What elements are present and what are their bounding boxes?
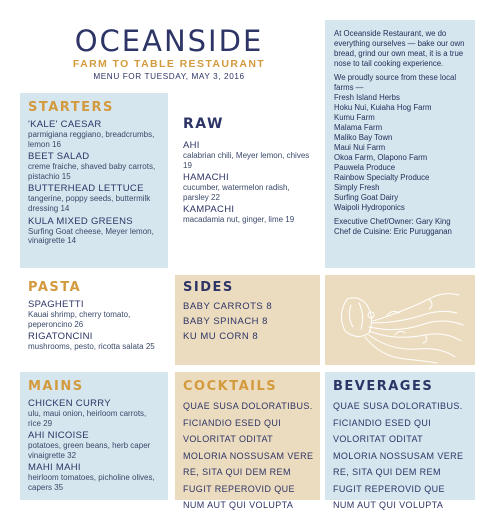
item-description: cucumber, watermelon radish, parsley 22	[183, 183, 290, 202]
section-title-raw: RAW	[183, 116, 224, 132]
restaurant-title: OCEANSIDE	[74, 24, 264, 58]
section-title-pasta: PASTA	[28, 280, 82, 295]
header	[20, 20, 318, 82]
section-title-sides: SIDES	[183, 280, 234, 295]
item-name: SPAGHETTI	[28, 299, 84, 310]
illustration-panel	[325, 275, 475, 365]
item-name: RIGATONCINI	[28, 331, 93, 343]
drink-item: VOLORITAT ODITAT	[183, 434, 274, 444]
menu-item	[183, 204, 312, 225]
drink-item: FICIANDIO ESED QUI	[183, 417, 282, 428]
item-description: heirloom tomatoes, picholine olives, capers 35	[28, 473, 155, 492]
drink-item: MOLORIA NOSSUSAM VERE	[183, 450, 314, 461]
farm-item: Kumu Farm	[334, 113, 375, 122]
menu-item	[28, 119, 160, 149]
item-description: calabrian chili, Meyer lemon, chives 19	[183, 151, 310, 170]
menu-item	[28, 299, 160, 329]
section-title-starters: STARTERS	[28, 100, 114, 115]
pasta-section	[20, 275, 168, 365]
farm-item: Hoku Nui, Kuiaha Hog Farm	[334, 103, 432, 112]
side-item: BABY CARROTS 8	[183, 301, 273, 312]
item-description: macadamia nut, ginger, lime 19	[183, 215, 295, 225]
item-name: BEET SALAD	[28, 151, 90, 163]
item-name: AHI NICOISE	[28, 430, 89, 442]
farm-item: Maliko Bay Town	[334, 133, 393, 142]
drink-item: NUM AUT QUI VOLUPTA	[183, 500, 294, 510]
drink-item: QUAE SUSA DOLORATIBUS.	[333, 401, 463, 411]
item-name: KULA MIXED GREENS	[28, 215, 133, 227]
farm-list	[334, 93, 466, 213]
menu-item	[28, 151, 160, 181]
beverages-section	[325, 372, 475, 510]
farm-item: Waipoli Hydroponics	[334, 203, 405, 212]
cocktails-section	[175, 372, 320, 510]
side-item: KU MU CORN 8	[183, 331, 259, 342]
item-description: parmigiana reggiano, breadcrumbs, lemon 16	[28, 130, 155, 149]
item-description: tangerine, poppy seeds, buttermilk dressing 14	[28, 194, 151, 213]
item-name: MAHI MAHI	[28, 462, 81, 474]
item-name: HAMACHI	[183, 172, 229, 184]
item-name: AHI	[183, 140, 200, 151]
menu-item	[183, 140, 312, 170]
section-title-cocktails: COCKTAILS	[183, 379, 278, 394]
item-description: potatoes, green beans, herb caper vinaigrette 32	[28, 441, 151, 460]
squid-icon	[325, 275, 475, 365]
chef-de-cuisine: Chef de Cuisine: Eric Purugganan	[334, 227, 452, 236]
item-name: KAMPACHI	[183, 204, 235, 216]
item-description: creme fraiche, shaved baby carrots, pistachio 15	[28, 162, 156, 181]
menu-item	[183, 172, 312, 202]
about-panel	[325, 20, 475, 268]
farm-item: Okoa Farm, Olapono Farm	[334, 153, 428, 162]
drink-item: RE, SITA QUI DEM REM	[333, 467, 441, 477]
drink-item: NUM AUT QUI VOLUPTA	[333, 500, 444, 510]
section-title-beverages: BEVERAGES	[333, 379, 434, 394]
farm-item: Fresh Island Herbs	[334, 93, 400, 102]
item-description: mushrooms, pesto, ricotta salata 25	[28, 342, 155, 352]
menu-item	[28, 430, 160, 460]
farm-item: Rainbow Specialty Produce	[334, 173, 430, 182]
item-name: BUTTERHEAD LETTUCE	[28, 183, 144, 195]
item-description: Surfing Goat cheese, Meyer lemon, vinaigrette 14	[28, 226, 154, 246]
side-item: BABY SPINACH 8	[183, 316, 268, 327]
menu-date: MENU FOR TUESDAY, MAY 3, 2016	[93, 72, 245, 81]
drink-item: FUGIT REPEROVID QUE	[333, 483, 445, 494]
menu-item	[28, 398, 160, 428]
farms-intro: We proudly source from these local farms —	[334, 73, 457, 92]
menu-item	[28, 183, 160, 213]
farm-item: Malama Farm	[334, 123, 383, 132]
sides-section	[175, 275, 320, 365]
item-description: Kauai shrimp, cherry tomato, peperoncino 26	[28, 310, 131, 329]
executive-chef: Executive Chef/Owner: Gary King	[334, 217, 451, 226]
drink-item: FICIANDIO ESED QUI	[333, 417, 432, 428]
drink-item: MOLORIA NOSSUSAM VERE	[333, 450, 464, 461]
drink-item: FUGIT REPEROVID QUE	[183, 483, 295, 494]
section-title-mains: MAINS	[28, 379, 84, 394]
item-name: 'KALE' CAESAR	[28, 119, 102, 130]
item-name: CHICKEN CURRY	[28, 398, 111, 409]
mains-section	[20, 372, 168, 500]
farm-item: Simply Fresh	[334, 183, 380, 192]
drink-item: RE, SITA QUI DEM REM	[183, 467, 291, 477]
item-description: ulu, maui onion, heirloom carrots, rice 29	[28, 409, 147, 428]
restaurant-subtitle: FARM TO TABLE RESTAURANT	[72, 58, 266, 70]
about-intro: At Oceanside Restaurant, we do everything ourselves — bake our own bread, grind our own meat, it is a true nose to tail cooking experience.	[334, 29, 465, 68]
menu-item	[28, 216, 160, 246]
drink-item: VOLORITAT ODITAT	[333, 434, 424, 444]
farm-item: Surfing Goat Dairy	[334, 193, 399, 202]
starters-section	[20, 93, 168, 268]
farm-item: Maui Nui Farm	[334, 143, 386, 152]
drink-item: QUAE SUSA DOLORATIBUS.	[183, 401, 313, 411]
menu-item	[28, 462, 160, 492]
menu-item	[28, 331, 160, 352]
raw-section	[175, 112, 320, 268]
farm-item: Pauwela Produce	[334, 163, 396, 172]
